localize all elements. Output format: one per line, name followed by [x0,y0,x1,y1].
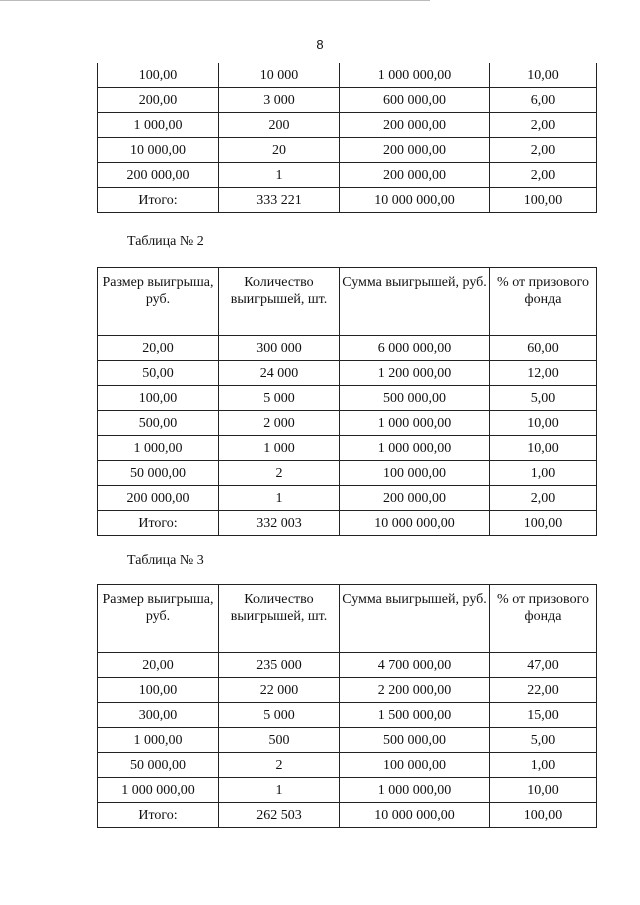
table-body [98,653,597,828]
table-cell: 200 000,00 [98,163,219,188]
table-cell: 5 000 [219,386,340,411]
table-row [98,753,597,778]
prize-table-2 [97,267,597,536]
table-cell: 1 [219,778,340,803]
table-cell: 1 000,00 [98,728,219,753]
table-2-caption: Таблица № 2 [127,234,204,249]
header-cell-prize-sum: Сумма выигрышей, руб. [340,268,490,336]
table-cell: 6,00 [490,88,597,113]
table-cell: 5 000 [219,703,340,728]
table-total-row [98,511,597,536]
table-row [98,678,597,703]
table-cell: 333 221 [219,188,340,213]
table-row [98,113,597,138]
table-cell: 5,00 [490,728,597,753]
table-cell: 50,00 [98,361,219,386]
table-cell: 1 000 000,00 [340,411,490,436]
table-cell: 12,00 [490,361,597,386]
table-row [98,163,597,188]
header-cell-prize-size: Размер выигрыша, руб. [98,585,219,653]
table-3-caption: Таблица № 3 [127,553,204,568]
table-cell: 500,00 [98,411,219,436]
table-cell: 235 000 [219,653,340,678]
header-cell-prize-count: Количество выигрышей, шт. [219,268,340,336]
table-cell: 1 000 000,00 [340,63,490,88]
table-row [98,411,597,436]
table-cell: 10,00 [490,436,597,461]
table-header [98,585,597,653]
table-cell: 300,00 [98,703,219,728]
table-cell: 262 503 [219,803,340,828]
table-cell: 500 [219,728,340,753]
table-cell: 2 [219,753,340,778]
table-header-row [98,585,597,653]
table-cell: 10 000 000,00 [340,188,490,213]
table-cell: 20,00 [98,336,219,361]
table-cell: 200 000,00 [340,113,490,138]
table-row [98,653,597,678]
table-cell: 1 [219,163,340,188]
table-cell: 200 000,00 [98,486,219,511]
header-cell-prize-size: Размер выигрыша, руб. [98,268,219,336]
table-header-row [98,268,597,336]
table-cell: 2 000 [219,411,340,436]
table-row [98,63,597,88]
table-cell: 200 000,00 [340,486,490,511]
table-cell: 100,00 [98,678,219,703]
header-cell-prize-count: Количество выигрышей, шт. [219,585,340,653]
table-cell: 2,00 [490,486,597,511]
page-number: 8 [316,37,324,52]
header-cell-fund-percent: % от призового фонда [490,268,597,336]
table-cell: 3 000 [219,88,340,113]
table-cell: 600 000,00 [340,88,490,113]
table-cell: 100 000,00 [340,461,490,486]
table-header [98,268,597,336]
table-cell: Итого: [98,803,219,828]
prize-table-3 [97,584,597,828]
table-row [98,703,597,728]
table-cell: 10 000 [219,63,340,88]
table-row [98,436,597,461]
table-cell: 500 000,00 [340,728,490,753]
table-cell: Итого: [98,188,219,213]
table-cell: 10 000,00 [98,138,219,163]
table-cell: 10,00 [490,411,597,436]
table-cell: 1 000 000,00 [340,778,490,803]
table-cell: 47,00 [490,653,597,678]
table-cell: 1 000 [219,436,340,461]
table-cell: 2,00 [490,138,597,163]
table-cell: 1 200 000,00 [340,361,490,386]
table-cell: 1 000 000,00 [340,436,490,461]
table-cell: 200 [219,113,340,138]
table-cell: 24 000 [219,361,340,386]
table-cell: 50 000,00 [98,461,219,486]
table-cell: 2,00 [490,113,597,138]
table-cell: 22 000 [219,678,340,703]
table-row [98,778,597,803]
table-cell: 100,00 [490,803,597,828]
table-cell: 1 000 000,00 [98,778,219,803]
table-cell: 5,00 [490,386,597,411]
table-cell: 1,00 [490,461,597,486]
prize-table-1 [97,63,597,213]
table-cell: 100,00 [98,63,219,88]
table-cell: 50 000,00 [98,753,219,778]
table-row [98,138,597,163]
table-cell: 20 [219,138,340,163]
table-cell: 200,00 [98,88,219,113]
table-cell: 500 000,00 [340,386,490,411]
table-cell: 1,00 [490,753,597,778]
table-cell: 100,00 [490,511,597,536]
table-total-row [98,188,597,213]
table-row [98,88,597,113]
table-row [98,486,597,511]
table-cell: 10,00 [490,63,597,88]
table-row [98,361,597,386]
header-cell-prize-sum: Сумма выигрышей, руб. [340,585,490,653]
table-row [98,728,597,753]
table-cell: 6 000 000,00 [340,336,490,361]
table-cell: 2 200 000,00 [340,678,490,703]
table-cell: 300 000 [219,336,340,361]
table-cell: 15,00 [490,703,597,728]
table-total-row [98,803,597,828]
table-cell: 332 003 [219,511,340,536]
table-cell: 4 700 000,00 [340,653,490,678]
table-cell: 60,00 [490,336,597,361]
table-cell: 1 000,00 [98,113,219,138]
table-cell: 2,00 [490,163,597,188]
table-body [98,63,597,213]
table-cell: 20,00 [98,653,219,678]
table-cell: 2 [219,461,340,486]
table-row [98,336,597,361]
table-cell: 100,00 [98,386,219,411]
table-cell: 1 000,00 [98,436,219,461]
table-body [98,336,597,536]
table-cell: Итого: [98,511,219,536]
scan-edge-line [0,0,430,1]
header-cell-fund-percent: % от призового фонда [490,585,597,653]
table-cell: 200 000,00 [340,163,490,188]
table-cell: 100,00 [490,188,597,213]
table-cell: 10,00 [490,778,597,803]
table-row [98,386,597,411]
table-cell: 200 000,00 [340,138,490,163]
table-cell: 10 000 000,00 [340,803,490,828]
table-row [98,461,597,486]
table-cell: 100 000,00 [340,753,490,778]
table-cell: 22,00 [490,678,597,703]
table-cell: 1 500 000,00 [340,703,490,728]
table-cell: 10 000 000,00 [340,511,490,536]
table-cell: 1 [219,486,340,511]
